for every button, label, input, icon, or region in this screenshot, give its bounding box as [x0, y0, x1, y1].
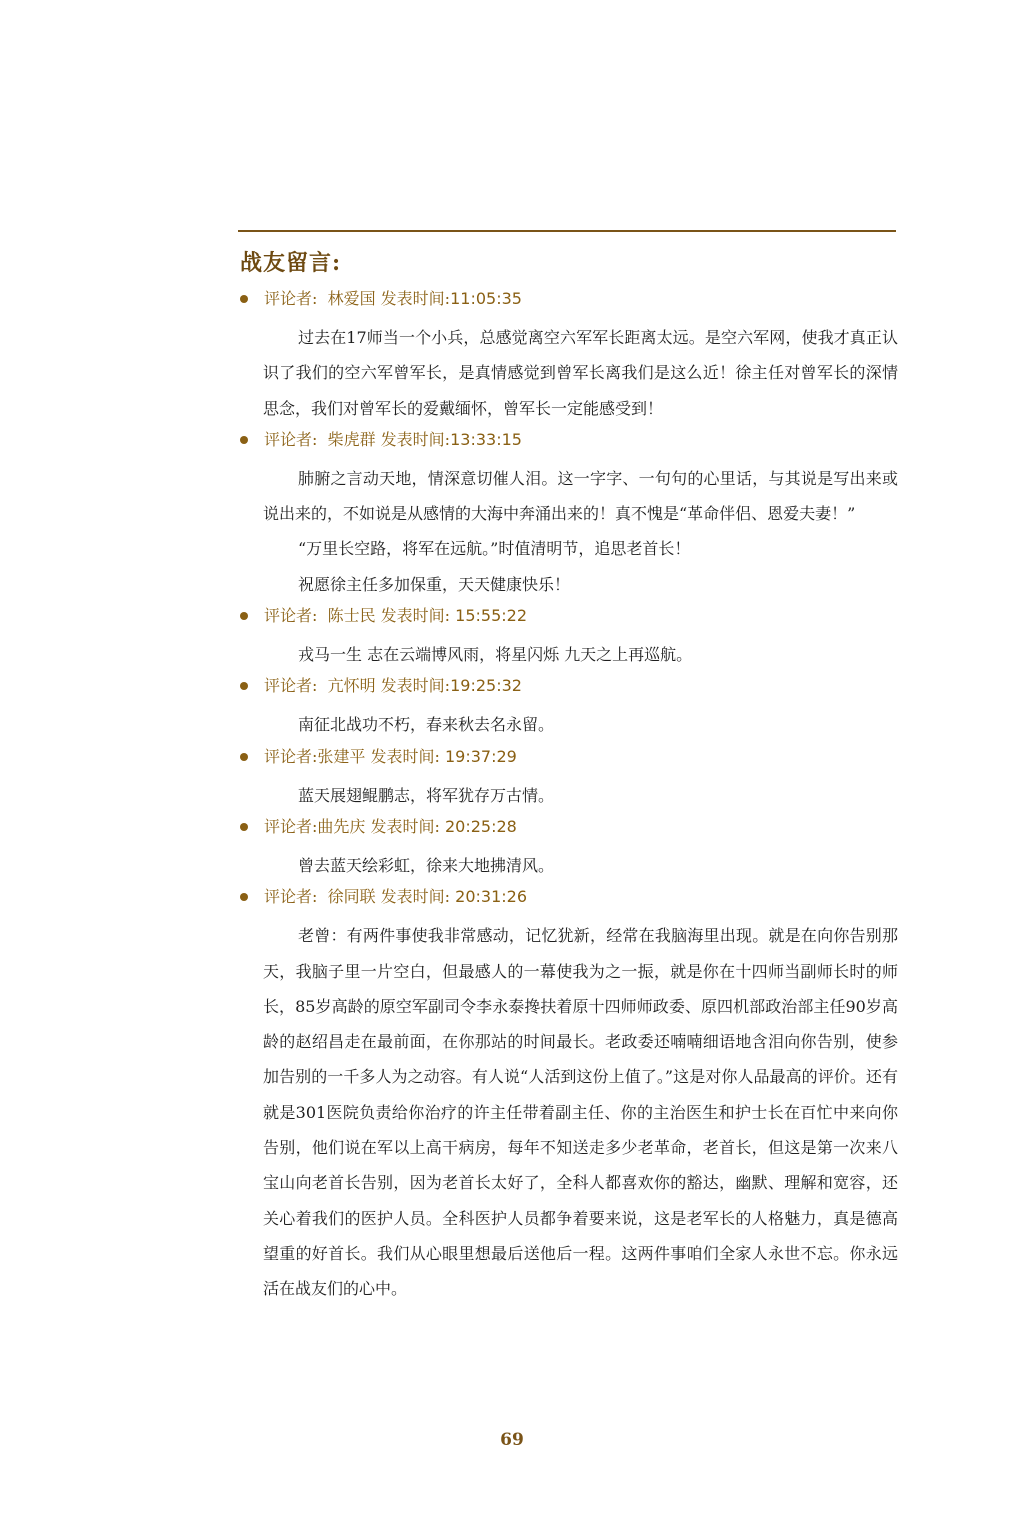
- comment-author: 评论者: 徐同联: [264, 887, 376, 907]
- bullet-icon: [240, 612, 248, 620]
- comment-time: 20:25:28: [444, 816, 517, 836]
- comment-header: [238, 883, 898, 918]
- comment-time-label: 发表时间:: [380, 887, 456, 907]
- comment-item: [238, 743, 898, 813]
- comment-paragraph: “万里长空路，将军在远航。”时值清明节，追思老首长！: [298, 539, 691, 559]
- page-number: 69: [500, 1430, 524, 1450]
- comment-header: [238, 426, 898, 461]
- comment-author: 评论者: 林爱国: [264, 289, 376, 308]
- comment-author: 评论者: 陈士民: [264, 606, 376, 626]
- comment-time: 20:31:26: [455, 887, 528, 907]
- comment-author: 评论者: 亢怀明: [264, 676, 376, 696]
- comment-time-label: 发表时间:: [380, 606, 456, 626]
- comment-item: [238, 426, 898, 602]
- bullet-icon: [240, 823, 248, 831]
- comment-time-label: 发表时间:: [380, 289, 451, 308]
- comment-item: [238, 672, 898, 742]
- comment-item: [238, 285, 898, 426]
- comment-paragraph: 戎马一生 志在云端博风雨，将星闪烁 九天之上再巡航。: [298, 645, 693, 665]
- comment-header: [238, 672, 898, 707]
- section-title: 战友留言:: [240, 250, 342, 276]
- comment-author: 评论者:张建平: [264, 746, 366, 766]
- comment-time: 11:05:35: [450, 289, 522, 308]
- comment-author: 评论者:曲先庆: [264, 816, 366, 836]
- comment-paragraph: 曾去蓝天绘彩虹，徐来大地拂清风。: [298, 855, 555, 875]
- comment-item: [238, 813, 898, 883]
- header-rule: [238, 230, 896, 232]
- comment-paragraph: 南征北战功不朽，春来秋去名永留。: [298, 715, 555, 735]
- bullet-icon: [240, 753, 248, 761]
- comment-author: 评论者: 柴虎群: [264, 429, 376, 449]
- comment-time-label: 发表时间:: [370, 746, 445, 766]
- bullet-icon: [240, 893, 248, 901]
- bullet-icon: [240, 682, 248, 690]
- comment-time-label: 发表时间:: [380, 676, 451, 696]
- comment-paragraph: 肺腑之言动天地，情深意切催人泪。这一字字、一句句的心里话，与其说是写出来或说出来的，不如说是从感情的大海中奔涌出来的！真不愧是“革命伴侣、恩爱夫妻！”: [263, 468, 898, 524]
- comment-time: 15:55:22: [455, 606, 528, 626]
- comment-paragraph: 祝愿徐主任多加保重，天天健康快乐！: [298, 574, 571, 594]
- comment-item: [238, 883, 898, 1306]
- comment-time: 19:25:32: [450, 676, 522, 696]
- comment-header: [238, 285, 898, 320]
- bullet-icon: [240, 436, 248, 444]
- comment-header: [238, 743, 898, 778]
- comment-paragraph: 老曾：有两件事使我非常感动，记忆犹新，经常在我脑海里出现。就是在向你告别那天，我脑子里一片空白，但最感人的一幕使我为之一振，就是你在十四师当副师长时的师长，85岁高龄的原空军副司令李永泰搀扶着原十四师师政委、原四机部政治部主任90岁高龄的赵绍昌走在最前面，在你那站的时间最长。老政委还喃喃细语地含泪向你告别，使参加告别的一千多人为之动容。有人说“人活到这份上值了。”这是对你人品最高的评价。还有就是301医院负责给你治疗的许主任带着副主任、你的主治医生和护士长在百忙中来向你告别，他们说在军以上高干病房，每年不知送走多少老革命，老首长，但这是第一次来八宝山向老首长告别，因为老首长太好了，全科人都喜欢你的豁达，幽默、理解和宽容，还关心着我们的医护人员。全科医护人员都争着要来说，这是老军长的人格魅力，真是德高望重的好首长。我们从心眼里想最后送他后一程。这两件事咱们全家人永世不忘。你永远活在战友们的心中。: [263, 926, 898, 1299]
- comment-time-label: 发表时间:: [380, 429, 451, 449]
- comment-time: 13:33:15: [450, 429, 522, 449]
- comment-paragraph: 蓝天展翅鲲鹏志，将军犹存万古情。: [298, 785, 555, 805]
- comment-list: [238, 285, 898, 1307]
- bullet-icon: [240, 295, 248, 303]
- comment-header: [238, 813, 898, 848]
- comment-time: 19:37:29: [444, 746, 517, 766]
- comment-header: [238, 602, 898, 637]
- comment-time-label: 发表时间:: [370, 816, 445, 836]
- comment-item: [238, 602, 898, 672]
- comment-paragraph: 过去在17师当一个小兵，总感觉离空六军军长距离太远。是空六军网，使我才真正认识了我们的空六军曾军长，是真情感觉到曾军长离我们是这么近！徐主任对曾军长的深情思念，我们对曾军长的爱戴缅怀，曾军长一定能感受到！: [263, 328, 898, 418]
